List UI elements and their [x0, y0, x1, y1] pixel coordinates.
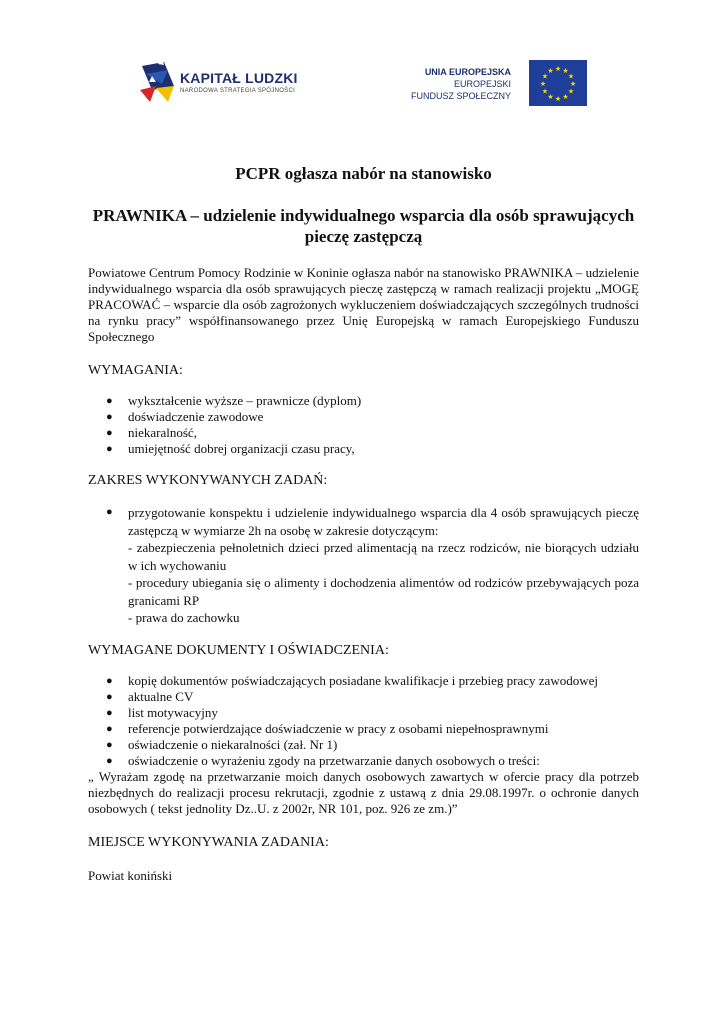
page-header — [0, 52, 725, 112]
svg-text:★: ★ — [569, 80, 577, 88]
svg-text:★: ★ — [541, 72, 549, 81]
list-item: ● referencje potwierdzające doświadczenie w pracy z osobami niepełnosprawnymi — [106, 720, 549, 736]
tasks-list — [88, 504, 639, 627]
list-item: ● list motywacyjny — [106, 704, 218, 720]
list-item: ● aktualne CV — [106, 688, 194, 704]
kapital-ludzki-emblem-icon — [138, 56, 178, 108]
list-item: ● oświadczenie o niekaralności (zał. Nr 1) — [106, 736, 338, 752]
svg-text:★: ★ — [562, 93, 569, 101]
svg-text:★: ★ — [539, 80, 547, 88]
bullet-icon: ● — [106, 722, 113, 735]
eu-logo-line1: UNIA EUROPEJSKA — [424, 67, 511, 77]
bullet-icon: ● — [106, 443, 113, 455]
bullet-icon: ● — [106, 506, 113, 518]
eu-logo-line2: EUROPEJSKI — [453, 79, 511, 89]
task-sub-1: - zabezpieczenia pełnoletnich dzieci przed alimentacją na rzecz rodziców, nie biorących udziału w ich wychowaniu — [128, 540, 639, 573]
svg-text:★: ★ — [547, 93, 554, 101]
bullet-icon: ● — [106, 427, 113, 439]
list-item: ● wykształcenie wyższe – prawnicze (dyplom) — [106, 393, 362, 408]
kapital-ludzki-logo — [138, 56, 308, 108]
location-heading: MIEJSCE WYKONYWANIA ZADANIA: — [88, 834, 329, 850]
tasks-heading: ZAKRES WYKONYWANYCH ZADAŃ: — [88, 473, 328, 488]
svg-text:★: ★ — [541, 87, 549, 96]
bullet-icon: ● — [106, 738, 113, 751]
document-body — [88, 163, 639, 884]
svg-text:★: ★ — [567, 72, 575, 81]
list-item: ● umiejętność dobrej organizacji czasu pracy, — [106, 441, 355, 456]
requirements-heading: WYMAGANIA: — [88, 363, 183, 378]
bullet-icon: ● — [106, 754, 113, 767]
svg-text:★: ★ — [554, 65, 562, 73]
bullet-icon: ● — [106, 411, 113, 423]
svg-text:★: ★ — [547, 67, 554, 75]
list-item: ● kopię dokumentów poświadczających posiadane kwalifikacje i przebieg pracy zawodowej — [106, 672, 598, 688]
bullet-icon: ● — [106, 690, 113, 703]
task-sub-2: - procedury ubiegania się o alimenty i dochodzenia alimentów od rodziców przebywających poza granicami RP — [128, 575, 639, 608]
list-item: ● doświadczenie zawodowe — [106, 409, 264, 424]
svg-text:★: ★ — [567, 87, 575, 96]
bullet-icon: ● — [106, 395, 113, 407]
list-item: ● oświadczenie o wyrażeniu zgody na przetwarzanie danych osobowych o treści: — [106, 752, 540, 768]
kapital-ludzki-subtitle: NARODOWA STRATEGIA SPÓJNOŚCI — [180, 88, 296, 94]
list-item: ● niekaralność, — [106, 425, 197, 440]
requirements-list — [88, 393, 639, 457]
page-title: PCPR ogłasza nabór na stanowisko — [235, 164, 492, 183]
location-value: Powiat koniński — [88, 867, 173, 883]
eu-logo-line3: FUNDUSZ SPOŁECZNY — [410, 91, 511, 101]
bullet-icon: ● — [106, 706, 113, 719]
eu-logo-text — [411, 66, 511, 102]
eu-efs-logo — [409, 58, 587, 110]
kapital-ludzki-name: KAPITAŁ LUDZKI — [180, 70, 298, 86]
bullet-icon: ● — [106, 674, 113, 687]
position-subtitle: PRAWNIKA – udzielenie indywidualnego wsparcia dla osób sprawujących pieczę zastępczą — [92, 206, 635, 246]
eu-flag-icon — [529, 60, 587, 106]
svg-text:★: ★ — [554, 95, 562, 103]
svg-text:★: ★ — [562, 67, 569, 75]
task-main: przygotowanie konspektu i udzielenie indywidualnego wsparcia dla 4 osób sprawujących pieczę zastępczą w wymiarze 2h na osobę w zakresie dotyczącym: — [128, 505, 639, 538]
list-item — [88, 504, 639, 627]
task-sub-3: - prawa do zachowku — [128, 610, 240, 625]
consent-statement: „ Wyrażam zgodę na przetwarzanie moich danych osobowych zawartych w ofercie pracy dla potrzeb niezbędnych do realizacji procesu rekrutacji, zgodnie z ustawą z dnia 29.08.1997r. o ochronie danych osobowych ( tekst jednolity Dz..U. z 2002r, NR 101, poz. 926 ze zm.)” — [88, 768, 639, 816]
documents-heading: WYMAGANE DOKUMENTY I OŚWIADCZENIA: — [88, 642, 389, 658]
documents-list — [88, 673, 639, 769]
intro-paragraph: Powiatowe Centrum Pomocy Rodzinie w Koninie ogłasza nabór na stanowisko PRAWNIKA – udzielenie indywidualnego wsparcia dla osób sprawujących pieczę zastępczą w ramach realizacji projektu „MOGĘ PRACOWAĆ – wsparcie dla osób zagrożonych wykluczeniem doświadczających szczególnych trudności na rynku pracy” współfinansowanego przez Unię Europejską w ramach Europejskiego Funduszu Społecznego — [88, 265, 639, 344]
